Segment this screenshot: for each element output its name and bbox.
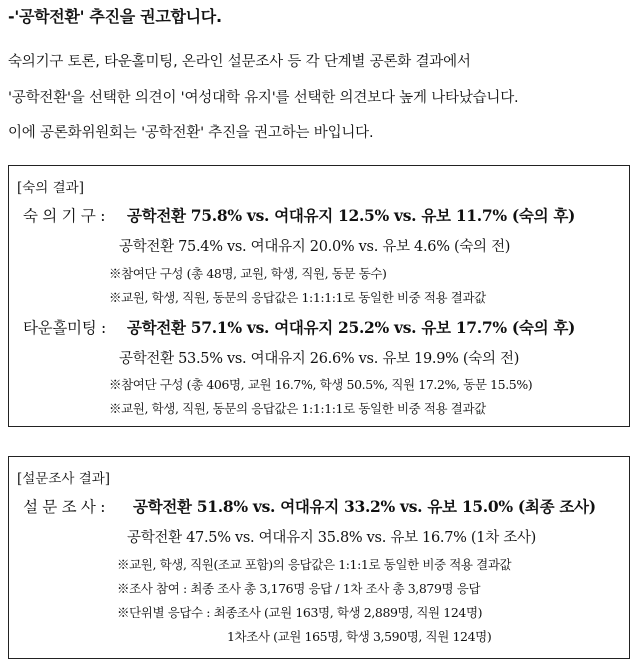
deliberation-results-box bbox=[8, 165, 630, 427]
survey-label: 설 문 조 사 : bbox=[23, 498, 106, 516]
townhall-note-weighting: ※교원, 학생, 직원, 동문의 응답값은 1:1:1:1로 동일한 비중 적용 결과값 bbox=[109, 401, 486, 416]
deliberation-before-result: 공학전환 75.4% vs. 여대유지 20.0% vs. 유보 4.6% (숙의 전) bbox=[119, 239, 511, 255]
townhall-note-composition: ※참여단 구성 (총 406명, 교원 16.7%, 학생 50.5%, 직원 17.2%, 동문 15.5%) bbox=[109, 377, 533, 392]
box-title: [숙의 결과] bbox=[17, 180, 84, 196]
intro-line-3: 이에 공론화위원회는 '공학전환' 추진을 권고하는 바입니다. bbox=[8, 125, 374, 141]
survey-note-counts-first: 1차조사 (교원 165명, 학생 3,590명, 직원 124명) bbox=[227, 629, 492, 644]
intro-line-2: '공학전환'을 선택한 의견이 '여성대학 유지'를 선택한 의견보다 높게 나타났습니다. bbox=[8, 90, 519, 106]
deliberation-note-weighting: ※교원, 학생, 직원, 동문의 응답값은 1:1:1:1로 동일한 비중 적용 결과값 bbox=[109, 290, 486, 305]
townhall-before-result: 공학전환 53.5% vs. 여대유지 26.6% vs. 유보 19.9% (숙의 전) bbox=[119, 351, 520, 367]
box-title: [설문조사 결과] bbox=[17, 471, 111, 487]
deliberation-note-composition: ※참여단 구성 (총 48명, 교원, 학생, 직원, 동문 동수) bbox=[109, 266, 387, 281]
townhall-label: 타운홀미팅 : bbox=[23, 319, 106, 337]
survey-final-result: 공학전환 51.8% vs. 여대유지 33.2% vs. 유보 15.0% (최종 조사) bbox=[133, 497, 596, 516]
survey-results-box bbox=[8, 456, 630, 659]
survey-note-weighting: ※교원, 학생, 직원(조교 포함)의 응답값은 1:1:1로 동일한 비중 적용 결과값 bbox=[117, 557, 512, 572]
deliberation-after-result: 공학전환 75.8% vs. 여대유지 12.5% vs. 유보 11.7% (숙의 후) bbox=[127, 206, 576, 225]
survey-first-result: 공학전환 47.5% vs. 여대유지 35.8% vs. 유보 16.7% (1차 조사) bbox=[127, 530, 536, 546]
townhall-after-result: 공학전환 57.1% vs. 여대유지 25.2% vs. 유보 17.7% (숙의 후) bbox=[127, 318, 576, 337]
survey-note-participation: ※조사 참여 : 최종 조사 총 3,176명 응답 / 1차 조사 총 3,879명 응답 bbox=[117, 581, 481, 596]
survey-note-counts-final: ※단위별 응답수 : 최종조사 (교원 163명, 학생 2,889명, 직원 124명) bbox=[117, 605, 483, 620]
page-heading: -'공학전환' 추진을 권고합니다. bbox=[8, 7, 222, 26]
deliberation-label: 숙 의 기 구 : bbox=[23, 207, 106, 225]
intro-line-1: 숙의기구 토론, 타운홀미팅, 온라인 설문조사 등 각 단계별 공론화 결과에서 bbox=[8, 54, 471, 70]
